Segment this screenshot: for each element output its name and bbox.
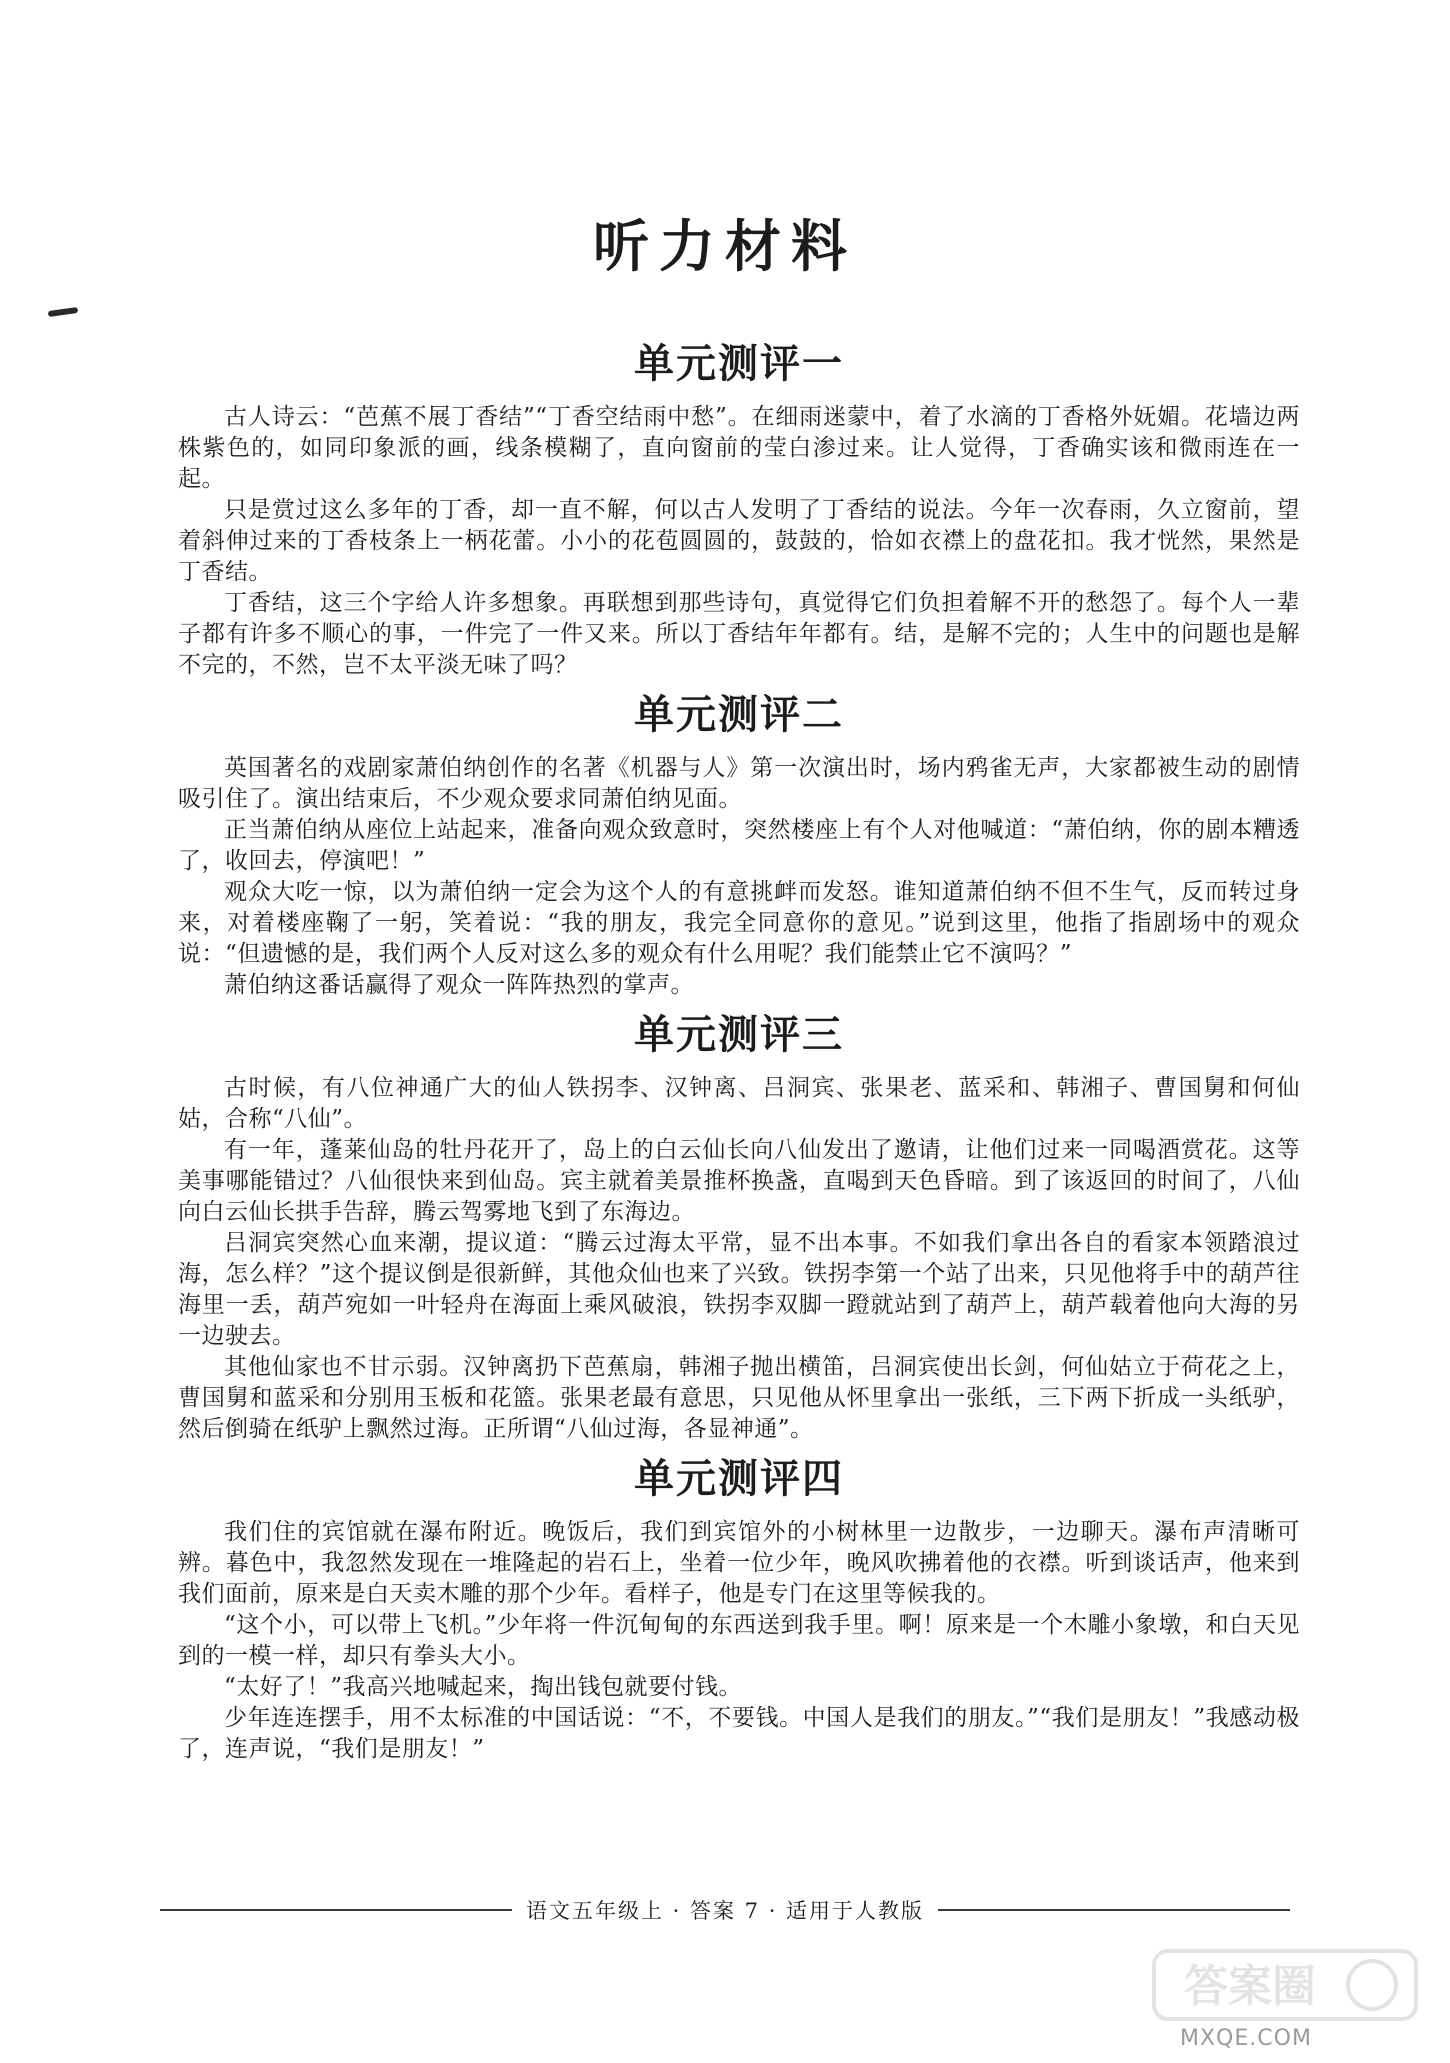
paragraph: 少年连连摆手，用不太标准的中国话说：“不，不要钱。中国人是我们的朋友。”“我们是朋友！”我感动极了，连声说，“我们是朋友！” xyxy=(178,1705,1300,1762)
section-title: 单元测评四 xyxy=(634,1455,844,1502)
footer-text: 语文五年级上 · 答案 7 · 适用于人教版 xyxy=(525,1899,925,1923)
section-1 xyxy=(178,338,1300,681)
paragraph: “这个小，可以带上飞机。”少年将一件沉甸甸的东西送到我手里。啊！原来是一个木雕小象墩，和白天见到的一模一样，却只有拳头大小。 xyxy=(178,1612,1300,1669)
section-title: 单元测评二 xyxy=(634,691,844,738)
footer-rule-left xyxy=(160,1909,512,1911)
page-title: 听力材料 xyxy=(593,214,857,280)
section-2 xyxy=(178,689,1300,1001)
paragraph: 只是赏过这么多年的丁香，却一直不解，何以古人发明了丁香结的说法。今年一次春雨，久立窗前，望着斜伸过来的丁香枝条上一柄花蕾。小小的花苞圆圆的，鼓鼓的，恰如衣襟上的盘花扣。我才恍然，果然是丁香结。 xyxy=(178,497,1300,585)
paragraph: 吕洞宾突然心血来潮，提议道：“腾云过海太平常，显不出本事。不如我们拿出各自的看家本领踏浪过海，怎么样？”这个提议倒是很新鲜，其他众仙也来了兴致。铁拐李第一个站了出来，只见他将手中的葫芦往海里一丢，葫芦宛如一叶轻舟在海面上乘风破浪，铁拐李双脚一蹬就站到了葫芦上，葫芦载着他向大海的另一边驶去。 xyxy=(178,1230,1300,1349)
paragraph: 丁香结，这三个字给人许多想象。再联想到那些诗句，真觉得它们负担着解不开的愁怨了。每个人一辈子都有许多不顺心的事，一件完了一件又来。所以丁香结年年都有。结，是解不完的；人生中的问题也是解不完的，不然，岂不太平淡无味了吗？ xyxy=(178,590,1300,678)
section-3 xyxy=(178,1009,1300,1445)
paragraph: 正当萧伯纳从座位上站起来，准备向观众致意时，突然楼座上有个人对他喊道：“萧伯纳，你的剧本糟透了，收回去，停演吧！” xyxy=(178,817,1300,874)
paragraph: 有一年，蓬莱仙岛的牡丹花开了，岛上的白云仙长向八仙发出了邀请，让他们过来一同喝酒赏花。这等美事哪能错过？八仙很快来到仙岛。宾主就着美景推杯换盏，直喝到天色昏暗。到了该返回的时间了，八仙向白云仙长拱手告辞，腾云驾雾地飞到了东海边。 xyxy=(178,1137,1300,1225)
paragraph: 古人诗云：“芭蕉不展丁香结”“丁香空结雨中愁”。在细雨迷蒙中，着了水滴的丁香格外妩媚。花墙边两株紫色的，如同印象派的画，线条模糊了，直向窗前的莹白渗过来。让人觉得，丁香确实该和微雨连在一起。 xyxy=(178,404,1300,492)
section-4 xyxy=(178,1453,1300,1765)
watermark-logo-text: 答案圈 xyxy=(1184,1961,1316,2012)
paragraph: 我们住的宾馆就在瀑布附近。晚饭后，我们到宾馆外的小树林里一边散步，一边聊天。瀑布声清晰可辨。暮色中，我忽然发现在一堆隆起的岩石上，坐着一位少年，晚风吹拂着他的衣襟。听到谈话声，他来到我们面前，原来是白天卖木雕的那个少年。看样子，他是专门在这里等候我的。 xyxy=(178,1519,1300,1607)
section-title: 单元测评三 xyxy=(634,1011,844,1058)
paragraph: 古时候，有八位神通广大的仙人铁拐李、汉钟离、吕洞宾、张果老、蓝采和、韩湘子、曹国舅和何仙姑，合称“八仙”。 xyxy=(178,1075,1300,1132)
watermark-logo-icon xyxy=(1150,1945,1420,2025)
page-footer xyxy=(160,1895,1290,1925)
paragraph: “太好了！”我高兴地喊起来，掏出钱包就要付钱。 xyxy=(224,1674,743,1700)
scan-mark xyxy=(48,307,79,317)
watermark-url: MXQE.COM xyxy=(1180,2026,1312,2051)
footer-rule-right xyxy=(938,1909,1290,1911)
document-body xyxy=(178,330,1300,1765)
paragraph: 观众大吃一惊，以为萧伯纳一定会为这个人的有意挑衅而发怒。谁知道萧伯纳不但不生气，反而转过身来，对着楼座鞠了一躬，笑着说：“我的朋友，我完全同意你的意见。”说到这里，他指了指剧场中的观众说：“但遗憾的是，我们两个人反对这么多的观众有什么用呢？我们能禁止它不演吗？” xyxy=(178,879,1300,967)
paragraph: 英国著名的戏剧家萧伯纳创作的名著《机器与人》第一次演出时，场内鸦雀无声，大家都被生动的剧情吸引住了。演出结束后，不少观众要求同萧伯纳见面。 xyxy=(178,755,1300,812)
paragraph: 萧伯纳这番话赢得了观众一阵阵热烈的掌声。 xyxy=(224,972,694,998)
section-title: 单元测评一 xyxy=(634,340,844,387)
paragraph: 其他仙家也不甘示弱。汉钟离扔下芭蕉扇，韩湘子抛出横笛，吕洞宾使出长剑，何仙姑立于荷花之上，曹国舅和蓝采和分别用玉板和花篮。张果老最有意思，只见他从怀里拿出一张纸，三下两下折成一头纸驴，然后倒骑在纸驴上飘然过海。正所谓“八仙过海，各显神通”。 xyxy=(178,1354,1300,1442)
